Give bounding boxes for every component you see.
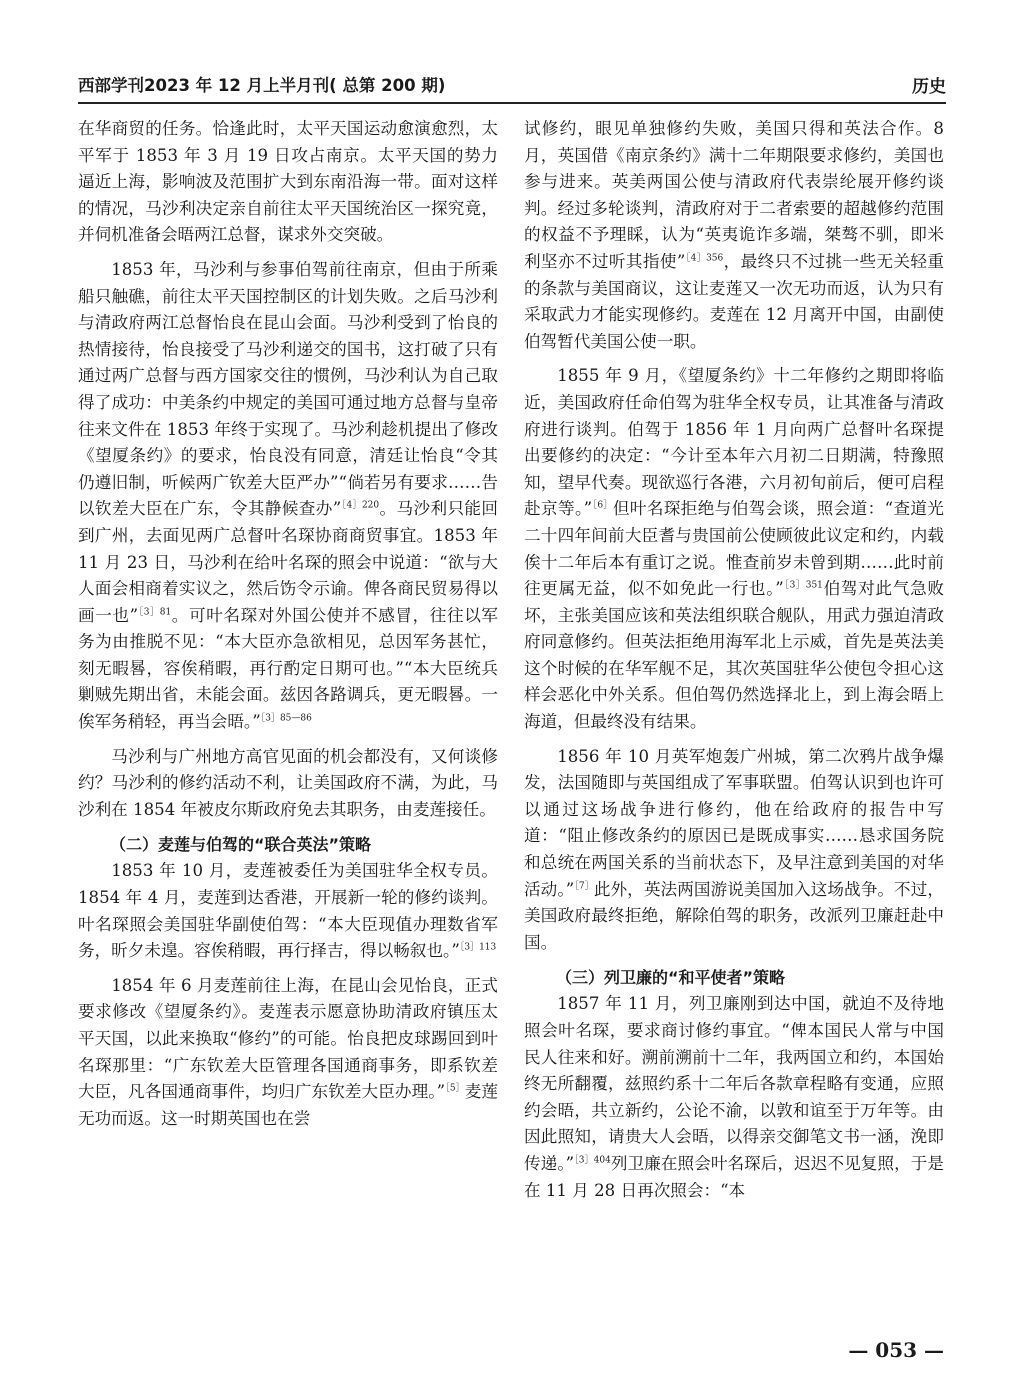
right-column [524,116,944,1336]
text-run: 。可叶名琛对外国公使并不感冒，往往以军务为由推脱不见：“本大臣亦急欲相见，总因军务甚忙，刻无暇晷，容俟稍暇，再行酌定日期可也。”“本大臣统兵剿贼先期出省，未能会面。兹因各路调兵，更无暇晷。一俟军务稍轻，再当会晤。” [78,605,498,732]
citation-marker: ［3］351 [783,580,823,591]
paragraph: 在华商贸的任务。恰逢此时，太平天国运动愈演愈烈，太平军于 1853 年 3 月 19 日攻占南京。太平天国的势力逼近上海，影响波及范围扩大到东南沿海一带。面对这样的情况，马沙利决定亲自前往太平天国统治区一探究竟，并伺机准备会晤两江总督，谋求外交突破。 [78,119,498,245]
section-name: 历史 [912,77,946,97]
text-run: 1853 年 10 月，麦莲被委任为美国驻华全权专员。1854 年 4 月，麦莲到达香港，开展新一轮的修约谈判。叶名琛照会美国驻华副使伯驾：“本大臣现值办理数省军务，昕夕未遑。容俟稍暇，再行择吉，得以畅叙也。” [78,861,498,961]
citation-marker: ［4］356 [685,253,724,264]
citation-marker: ［3］404 [574,1155,611,1166]
text-run: 但叶名琛拒绝与伯驾会谈，照会道：“查道光二十四年间前大臣耆与贵国前公使顾彼此议定和约，内载俟十二年后本有重订之说。惟查前岁未曾到期……此时前往更属无益，似不如免此一行也。” [524,499,944,599]
citation-marker: ［3］81 [138,607,172,618]
text-run: 。马沙利只能回到广州，去面见两广总督叶名琛协商商贸事宜。1853 年 11 月 23 日，马沙利在给叶名琛的照会中说道：“欲与大人面会相商着实议之，然后饬令示谕。俾各商民贸易得以画一也” [78,499,498,625]
citation-marker: ［3］113 [459,942,497,953]
left-column [78,116,498,1336]
paragraph [524,363,944,735]
paragraph [78,973,498,1133]
citation-marker: ［7］ [574,881,594,892]
paragraph [78,257,498,736]
paragraph [78,858,498,964]
citation-marker: ［3］85—86 [260,713,312,724]
paragraph [524,991,944,1204]
citation-marker: ［6］ [592,500,613,511]
citation-marker: ［5］ [445,1083,465,1094]
paragraph: 马沙利与广州地方高官见面的机会都没有，又何谈修约？马沙利的修约活动不利，让美国政府不满，为此，马沙利在 1854 年被皮尔斯政府免去其职务，由麦莲接任。 [78,746,498,819]
paragraph [524,116,944,355]
text-run: 1853 年，马沙利与参事伯驾前往南京，但由于所乘船只触礁，前往太平天国控制区的计划失败。之后马沙利与清政府两江总督怡良在昆山会面。马沙利受到了怡良的热情接待，怡良接受了马沙利递交的国书，这打破了只有通过两广总督与西方国家交往的惯例，马沙利认为自己取得了成功：中美条约中规定的美国可通过地方总督与皇帝往来文件在 1853 年终于实现了。马沙利趁机提出了修改《望厦条约》的要求，怡良没有同意，清廷让怡良“令其仍遵旧制，听候两广钦差大臣严办”“倘若另有要求……告以钦差大臣在广东，令其静候查办” [78,259,498,519]
citation-marker: ［4］220 [341,500,380,511]
section-heading: （三）列卫廉的“和平使者”策略 [556,968,786,988]
text-run: 1855 年 9 月，《望厦条约》十二年修约之期即将临近，美国政府任命伯驾为驻华全权专员，让其准备与清政府进行谈判。伯驾于 1856 年 1 月向两广总督叶名琛提出要修约的决定：“今计至本年六月初二日期满，特豫照知，望早代奏。现欲巡行各港，六月初旬前后，便可启程赴京等。” [524,366,944,519]
text-run: ，最终只不过挑一些无关轻重的条款与美国商议，这让麦莲又一次无功而返，认为只有采取武力才能实现修约。麦莲在 12 月离开中国，由副使伯驾暂代美国公使一职。 [524,251,944,351]
text-run: 1857 年 11 月，列卫廉刚到达中国，就迫不及待地照会叶名琛，要求商讨修约事宜。“俾本国民人常与中国民人往来和好。溯前溯前十二年，我两国立和约，本国始终无所翻覆，兹照约系十二年后各款章程略有变通，应照约会晤，共立新约，公论不渝，以敦和谊至于万年等。由因此照知，请贵大人会晤，以得亲交御笔文书一涵，浼即传递。” [524,994,944,1173]
text-run: 1854 年 6 月麦莲前往上海，在昆山会见怡良，正式要求修改《望厦条约》。麦莲表示愿意协助清政府镇压太平天国，以此来换取“修约”的可能。怡良把皮球踢回到叶名琛那里：“广东钦差大臣管理各国通商事务，即系钦差大臣，凡各国通商事件，均归广东钦差大臣办理。” [78,975,498,1102]
paragraph [524,744,944,957]
text-run: 伯驾对此气急败坏，主张美国应该和英法组织联合舰队，用武力强迫清政府同意修约。但英法拒绝用海军北上示威，首先是英法美这个时候的在华军舰不足，其次英国驻华公使包令担心这样会恶化中外关系。但伯驾仍然选择北上，到上海会晤上海道，但最终没有结果。 [524,579,944,732]
text-run: 此外，英法两国游说美国加入这场战争。不过，美国政府最终拒绝，解除伯驾的职务，改派列卫廉赶赴中国。 [524,879,944,952]
text-run: 麦莲无功而返。这一时期英国也在尝 [78,1082,498,1128]
running-header [78,68,946,104]
page-number: — 053 — [848,1338,944,1362]
text-run: 列卫廉在照会叶名琛后，迟迟不见复照，于是在 11 月 28 日再次照会：“本 [524,1153,944,1200]
section-heading: （二）麦莲与伯驾的“联合英法”策略 [110,835,372,855]
text-run: 1856 年 10 月英军炮轰广州城，第二次鸦片战争爆发，法国随即与英国组成了军事联盟。伯驾认识到也许可以通过这场战争进行修约，他在给政府的报告中写道：“阻止修改条约的原因已是既成事实……恳求国务院和总统在两国关系的当前状态下，及早注意到美国的对华活动。” [524,746,944,899]
text-run: 试修约，眼见单独修约失败，美国只得和英法合作。8 月，英国借《南京条约》满十二年期限要求修约，美国也参与进来。英美两国公使与清政府代表崇纶展开修约谈判。经过多轮谈判，清政府对于二者索要的超越修约范围的权益不予理睬，认为“英夷诡诈多端，桀骜不驯，即米利坚亦不过听其指使” [524,119,944,271]
journal-title: 西部学刊2023 年 12 月上半月刊( 总第 200 期) [78,76,446,95]
